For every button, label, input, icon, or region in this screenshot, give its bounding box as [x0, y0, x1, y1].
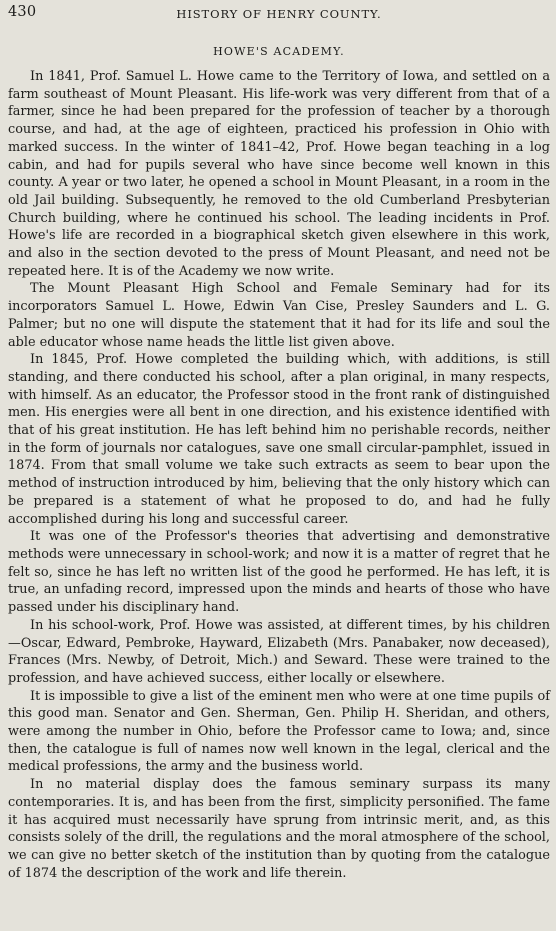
- paragraph: It is impossible to give a list of the eminent men who were at one time pupils of this good man. Senator and Gen. Sherman, Gen. Philip H. Sheridan, and others, were among the number in Ohio, before the Professor came to Iowa; and, since then, the catalogue is full of names now well known in the legal, clerical and the medical professions, the army and the business world.: [8, 688, 550, 775]
- paragraph: It was one of the Professor's theories that advertising and demonstrative methods were unnecessary in school-work; and now it is a matter of regret that he felt so, since he has left no written list of the good he performed. He has left, it is true, an unfading record, impressed upon the minds and hearts of those who have passed under his disciplinary hand.: [8, 529, 550, 616]
- running-head: [8, 4, 550, 26]
- paragraph: The Mount Pleasant High School and Female Seminary had for its incorporators Samuel L. Howe, Edwin Van Cise, Presley Saunders and L. G. Palmer; but no one will dispute the statement that it had for its life and soul the able educator whose name heads the little list given above.: [8, 281, 550, 350]
- paragraph: In no material display does the famous seminary surpass its many contemporaries. It is, and has been from the first, simplicity personified. The fame it has acquired must necessarily have sprung from intrinsic merit, and, as this consists solely of the drill, the regulations and the moral atmosphere of the school, we can give no better sketch of the institution than by quoting from the catalogue of 1874 the description of the work and life therein.: [8, 777, 550, 881]
- paragraph: In his school-work, Prof. Howe was assisted, at different times, by his children—Oscar, Edward, Pembroke, Hayward, Elizabeth (Mrs. Panabaker, now deceased), Frances (Mrs. Newby, of Detroit, Mich.) and Seward. These were trained to the profession, and have achieved success, either locally or elsewhere.: [8, 617, 550, 686]
- body-text: [8, 68, 550, 882]
- page-number: 430: [8, 4, 37, 20]
- running-title: HISTORY OF HENRY COUNTY.: [176, 7, 382, 21]
- paragraph: In 1841, Prof. Samuel L. Howe came to the Territory of Iowa, and settled on a farm southeast of Mount Pleasant. His life-work was very different from that of a farmer, since he had been prepared for the profession of teacher by a thorough course, and had, at the age of eighteen, practiced his profession in Ohio with marked success. In the winter of 1841–42, Prof. Howe began teaching in a log cabin, and had for pupils several who have since become well known in this county. A year or two later, he opened a school in Mount Pleasant, in a room in the old Jail building. Subsequently, he removed to the old Cumberland Presbyterian Church building, where he continued his school. The leading incidents in Prof. Howe's life are recorded in a biographical sketch given elsewhere in this work, and also in the section devoted to the press of Mount Pleasant, and need not be repeated here. It is of the Academy we now write.: [8, 69, 550, 279]
- section-title: HOWE'S ACADEMY.: [213, 45, 345, 58]
- paragraph: In 1845, Prof. Howe completed the building which, with additions, is still standing, and there conducted his school, after a plan original, in many respects, with himself. As an educator, the Professor stood in the front rank of distinguished men. His energies were all bent in one direction, and his existence identified with that of his great institution. He has left behind him no perishable records, neither in the form of journals nor catalogues, save one small circular-pamphlet, issued in 1874. From that small volume we take such extracts as seem to bear upon the method of instruction introduced by him, believing that the only history which can be prepared is a statement of what he proposed to do, and had he fully accomplished during his long and successful career.: [8, 352, 550, 527]
